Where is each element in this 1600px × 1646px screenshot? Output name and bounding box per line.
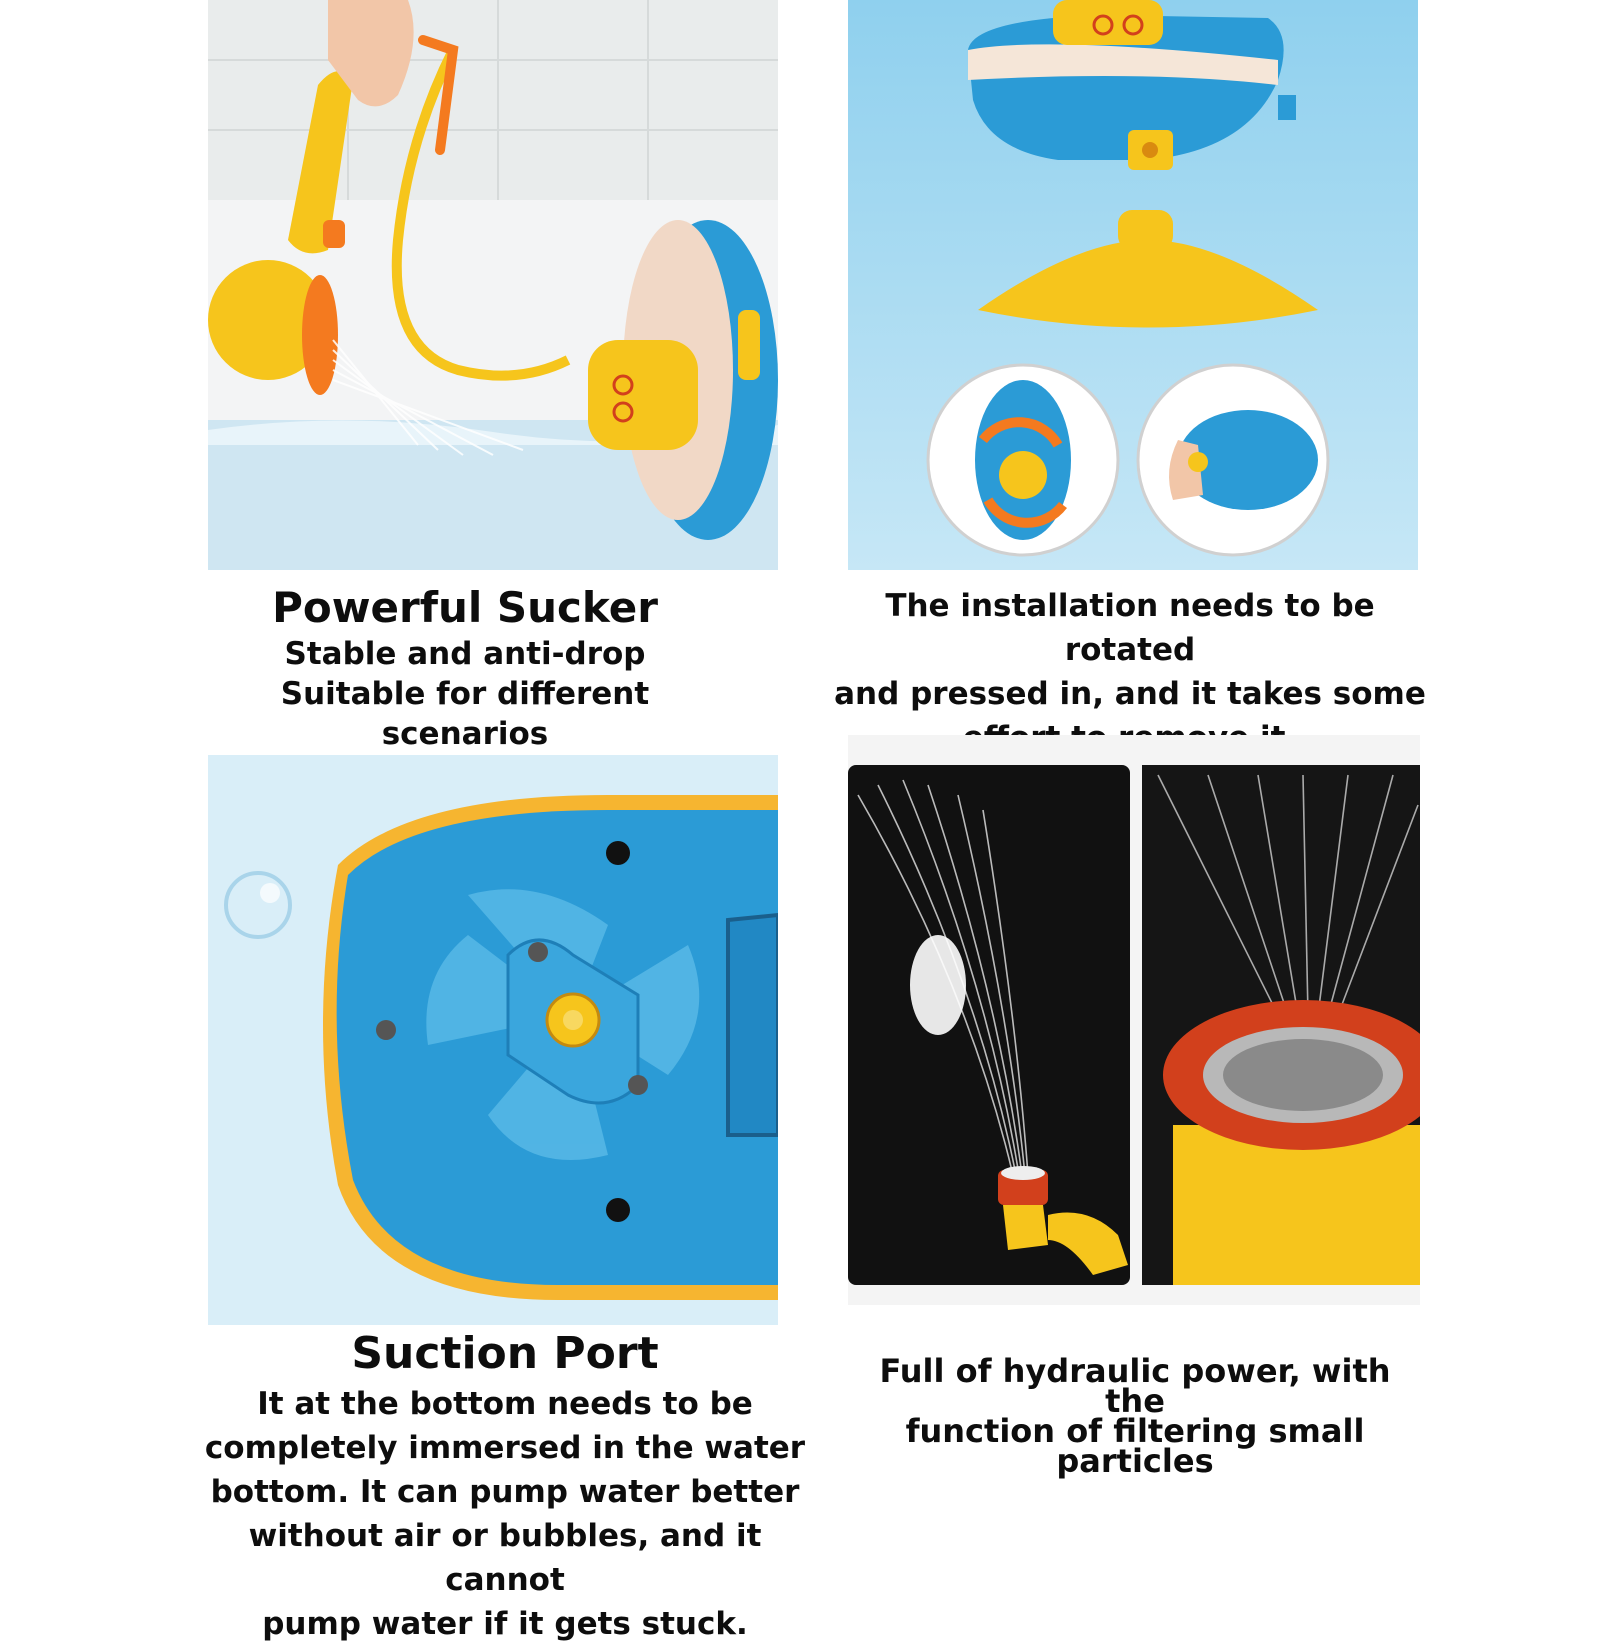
photo-hydraulic-power bbox=[848, 735, 1420, 1305]
caption-line: pump water if it gets stuck. bbox=[262, 1606, 748, 1642]
caption-installation bbox=[830, 584, 1430, 760]
caption-line: It at the bottom needs to be bbox=[257, 1386, 753, 1422]
caption-title: Powerful Sucker bbox=[272, 583, 658, 632]
caption-line: Full of hydraulic power, with the bbox=[879, 1352, 1391, 1420]
installation-illustration bbox=[848, 0, 1418, 570]
caption-line: and pressed in, and it takes some bbox=[834, 676, 1426, 712]
caption-hydraulic-power bbox=[845, 1352, 1425, 1480]
suction-port-illustration bbox=[208, 755, 778, 1325]
caption-line: particles bbox=[1056, 1442, 1214, 1480]
spray-photos-illustration bbox=[848, 735, 1420, 1305]
caption-line: bottom. It can pump water better bbox=[210, 1474, 800, 1510]
caption-line: completely immersed in the water bbox=[204, 1430, 806, 1466]
photo-shower-in-tub bbox=[208, 0, 778, 570]
photo-suction-installation bbox=[848, 0, 1418, 570]
caption-powerful-sucker bbox=[195, 582, 735, 754]
shower-scene-illustration bbox=[208, 0, 778, 570]
caption-suction-port bbox=[190, 1326, 820, 1646]
caption-line: Suitable for different scenarios bbox=[280, 676, 650, 752]
caption-line: without air or bubbles, and it cannot bbox=[248, 1518, 762, 1598]
caption-line: Stable and anti-drop bbox=[284, 636, 646, 672]
caption-title: Suction Port bbox=[351, 1328, 659, 1379]
caption-line: function of filtering small bbox=[905, 1412, 1365, 1450]
photo-suction-port bbox=[208, 755, 778, 1325]
caption-line: The installation needs to be rotated bbox=[885, 588, 1375, 668]
